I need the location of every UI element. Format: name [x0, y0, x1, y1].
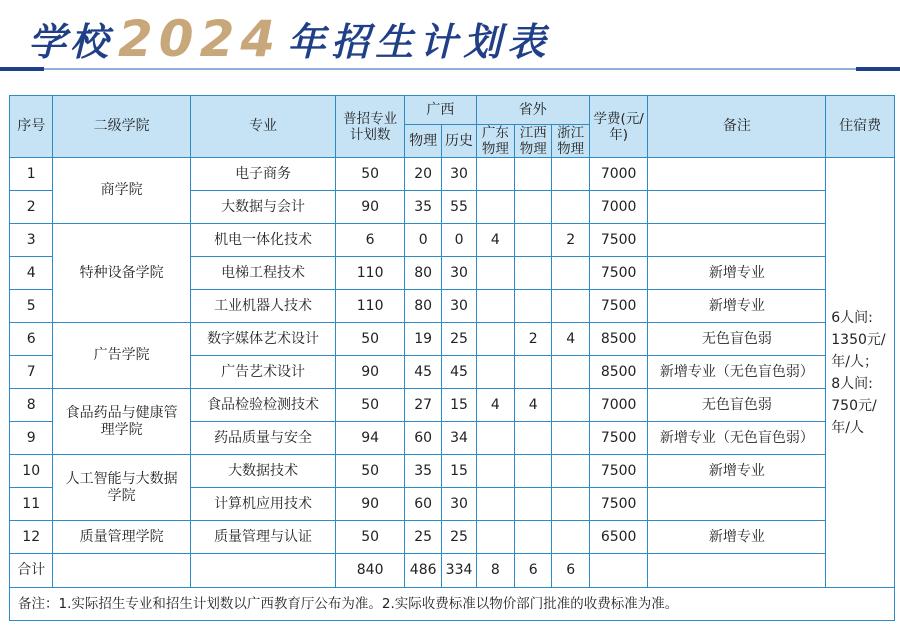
cell-tuition: 7500 [589, 290, 648, 323]
cell-seq: 4 [10, 257, 53, 290]
cell-tuition: 8500 [589, 356, 648, 389]
table-row [10, 521, 895, 554]
cell-zj [552, 488, 589, 521]
cell-zj [552, 422, 589, 455]
dorm-fee-line: 年/人； [831, 353, 878, 370]
cell-gx-history: 30 [442, 158, 476, 191]
cell-remark [648, 224, 826, 257]
cell-college: 广告学院 [53, 323, 190, 389]
cell-plan: 90 [336, 488, 405, 521]
dorm-fee-line: 8人间: [831, 375, 873, 392]
cell-gx-physics: 35 [404, 455, 441, 488]
cell-tuition: 7000 [589, 389, 648, 422]
header-gx-physics: 物理 [404, 125, 441, 158]
dorm-fee-line: 6人间: [831, 309, 873, 326]
dorm-fee-line: 1350元/ [831, 331, 886, 348]
enrollment-plan-table [9, 95, 895, 621]
cell-remark: 新增专业（无色盲色弱） [648, 356, 826, 389]
header-college: 二级学院 [53, 96, 190, 158]
cell-gx-history: 15 [442, 455, 476, 488]
cell-plan: 50 [336, 158, 405, 191]
header-dorm: 住宿费 [826, 96, 895, 158]
cell-tuition: 7500 [589, 488, 648, 521]
table-row [10, 455, 895, 488]
cell-plan: 50 [336, 455, 405, 488]
cell-seq: 8 [10, 389, 53, 422]
title-divider [0, 67, 900, 71]
cell-college: 商学院 [53, 158, 190, 224]
cell-jx [515, 290, 552, 323]
cell-jx [515, 455, 552, 488]
cell-zj [552, 257, 589, 290]
total-gx-physics: 486 [404, 554, 441, 588]
total-tuition [589, 554, 648, 588]
cell-major: 质量管理与认证 [190, 521, 335, 554]
cell-gx-physics: 20 [404, 158, 441, 191]
header-plan: 普招专业计划数 [336, 96, 405, 158]
cell-jx: 2 [515, 323, 552, 356]
cell-college: 人工智能与大数据学院 [53, 455, 190, 521]
cell-gx-physics: 19 [404, 323, 441, 356]
dorm-fee-line: 年/人 [831, 419, 864, 436]
table-row [10, 323, 895, 356]
cell-gd [476, 455, 514, 488]
header-remark: 备注 [648, 96, 826, 158]
cell-major: 药品质量与安全 [190, 422, 335, 455]
header-zj-physics: 浙江物理 [552, 125, 589, 158]
cell-remark: 新增专业 [648, 290, 826, 323]
cell-zj: 4 [552, 323, 589, 356]
cell-zj [552, 521, 589, 554]
cell-dorm-fee [826, 158, 895, 588]
table-row [10, 158, 895, 191]
cell-major: 工业机器人技术 [190, 290, 335, 323]
cell-gx-physics: 60 [404, 488, 441, 521]
total-gx-history: 334 [442, 554, 476, 588]
cell-gd [476, 488, 514, 521]
total-zj: 6 [552, 554, 589, 588]
header-jx-physics: 江西物理 [515, 125, 552, 158]
cell-tuition: 7500 [589, 224, 648, 257]
title-prefix: 学校 [28, 20, 113, 64]
cell-seq: 1 [10, 158, 53, 191]
header-seq: 序号 [10, 96, 53, 158]
cell-gx-history: 55 [442, 191, 476, 224]
cell-seq: 10 [10, 455, 53, 488]
total-jx: 6 [515, 554, 552, 588]
cell-gx-history: 0 [442, 224, 476, 257]
cell-zj [552, 455, 589, 488]
cell-seq: 12 [10, 521, 53, 554]
cell-remark: 新增专业（无色盲色弱） [648, 422, 826, 455]
cell-zj [552, 191, 589, 224]
cell-jx [515, 158, 552, 191]
cell-plan: 6 [336, 224, 405, 257]
cell-major: 电子商务 [190, 158, 335, 191]
cell-tuition: 7000 [589, 158, 648, 191]
cell-remark: 无色盲色弱 [648, 323, 826, 356]
cell-gd [476, 422, 514, 455]
cell-gx-physics: 80 [404, 290, 441, 323]
cell-jx [515, 224, 552, 257]
cell-seq: 11 [10, 488, 53, 521]
cell-plan: 94 [336, 422, 405, 455]
cell-jx [515, 356, 552, 389]
title-suffix: 年招生计划表 [287, 20, 552, 64]
cell-seq: 6 [10, 323, 53, 356]
cell-gx-physics: 0 [404, 224, 441, 257]
cell-remark: 新增专业 [648, 521, 826, 554]
cell-gx-history: 34 [442, 422, 476, 455]
cell-tuition: 6500 [589, 521, 648, 554]
cell-major: 机电一体化技术 [190, 224, 335, 257]
cell-gx-physics: 80 [404, 257, 441, 290]
cell-jx [515, 191, 552, 224]
cell-tuition: 8500 [589, 323, 648, 356]
cell-seq: 7 [10, 356, 53, 389]
cell-remark: 新增专业 [648, 455, 826, 488]
cell-gd [476, 356, 514, 389]
total-major [190, 554, 335, 588]
cell-major: 电梯工程技术 [190, 257, 335, 290]
total-row [10, 554, 895, 588]
cell-plan: 50 [336, 389, 405, 422]
total-remark [648, 554, 826, 588]
header-tuition: 学费(元/年) [589, 96, 648, 158]
total-plan: 840 [336, 554, 405, 588]
cell-gd [476, 191, 514, 224]
cell-gx-history: 30 [442, 257, 476, 290]
cell-gx-history: 30 [442, 290, 476, 323]
total-label: 合计 [10, 554, 53, 588]
cell-major: 广告艺术设计 [190, 356, 335, 389]
header-gd-physics: 广东物理 [476, 125, 514, 158]
cell-plan: 50 [336, 323, 405, 356]
cell-remark: 新增专业 [648, 257, 826, 290]
cell-gx-physics: 60 [404, 422, 441, 455]
cell-jx [515, 422, 552, 455]
cell-plan: 50 [336, 521, 405, 554]
dorm-fee-line: 750元/ [831, 397, 877, 414]
cell-zj [552, 290, 589, 323]
cell-zj [552, 158, 589, 191]
cell-zj [552, 356, 589, 389]
cell-jx: 4 [515, 389, 552, 422]
cell-plan: 90 [336, 191, 405, 224]
cell-plan: 90 [336, 356, 405, 389]
cell-gx-physics: 45 [404, 356, 441, 389]
cell-gd [476, 158, 514, 191]
cell-major: 食品检验检测技术 [190, 389, 335, 422]
cell-major: 数字媒体艺术设计 [190, 323, 335, 356]
cell-jx [515, 488, 552, 521]
cell-college: 质量管理学院 [53, 521, 190, 554]
cell-major: 计算机应用技术 [190, 488, 335, 521]
cell-gd [476, 290, 514, 323]
note-row [10, 588, 895, 621]
cell-jx [515, 521, 552, 554]
cell-gx-history: 45 [442, 356, 476, 389]
cell-seq: 9 [10, 422, 53, 455]
cell-gx-physics: 35 [404, 191, 441, 224]
header-gx-history: 历史 [442, 125, 476, 158]
cell-remark [648, 191, 826, 224]
cell-gd: 4 [476, 389, 514, 422]
cell-remark [648, 488, 826, 521]
page-title [28, 4, 551, 66]
cell-major: 大数据技术 [190, 455, 335, 488]
cell-tuition: 7500 [589, 422, 648, 455]
cell-zj [552, 389, 589, 422]
cell-gx-history: 15 [442, 389, 476, 422]
header-major: 专业 [190, 96, 335, 158]
total-gd: 8 [476, 554, 514, 588]
cell-gx-history: 30 [442, 488, 476, 521]
title-year: 2024 [118, 10, 282, 68]
cell-major: 大数据与会计 [190, 191, 335, 224]
footnote: 备注：1.实际招生专业和招生计划数以广西教育厅公布为准。2.实际收费标准以物价部门批准的收费标准为准。 [10, 588, 895, 621]
cell-gx-history: 25 [442, 323, 476, 356]
cell-remark [648, 158, 826, 191]
header-guangxi: 广西 [404, 96, 476, 125]
cell-gd [476, 521, 514, 554]
cell-plan: 110 [336, 257, 405, 290]
cell-college: 食品药品与健康管理学院 [53, 389, 190, 455]
cell-gx-physics: 27 [404, 389, 441, 422]
cell-zj: 2 [552, 224, 589, 257]
total-college [53, 554, 190, 588]
table-row [10, 389, 895, 422]
cell-tuition: 7000 [589, 191, 648, 224]
cell-gd: 4 [476, 224, 514, 257]
cell-gd [476, 257, 514, 290]
cell-seq: 2 [10, 191, 53, 224]
cell-seq: 3 [10, 224, 53, 257]
cell-tuition: 7500 [589, 257, 648, 290]
header-outside: 省外 [476, 96, 589, 125]
cell-tuition: 7500 [589, 455, 648, 488]
cell-remark: 无色盲色弱 [648, 389, 826, 422]
table-row [10, 224, 895, 257]
cell-gd [476, 323, 514, 356]
cell-seq: 5 [10, 290, 53, 323]
cell-college: 特种设备学院 [53, 224, 190, 323]
cell-gx-physics: 25 [404, 521, 441, 554]
cell-plan: 110 [336, 290, 405, 323]
cell-gx-history: 25 [442, 521, 476, 554]
cell-jx [515, 257, 552, 290]
header-row-1 [10, 96, 895, 125]
